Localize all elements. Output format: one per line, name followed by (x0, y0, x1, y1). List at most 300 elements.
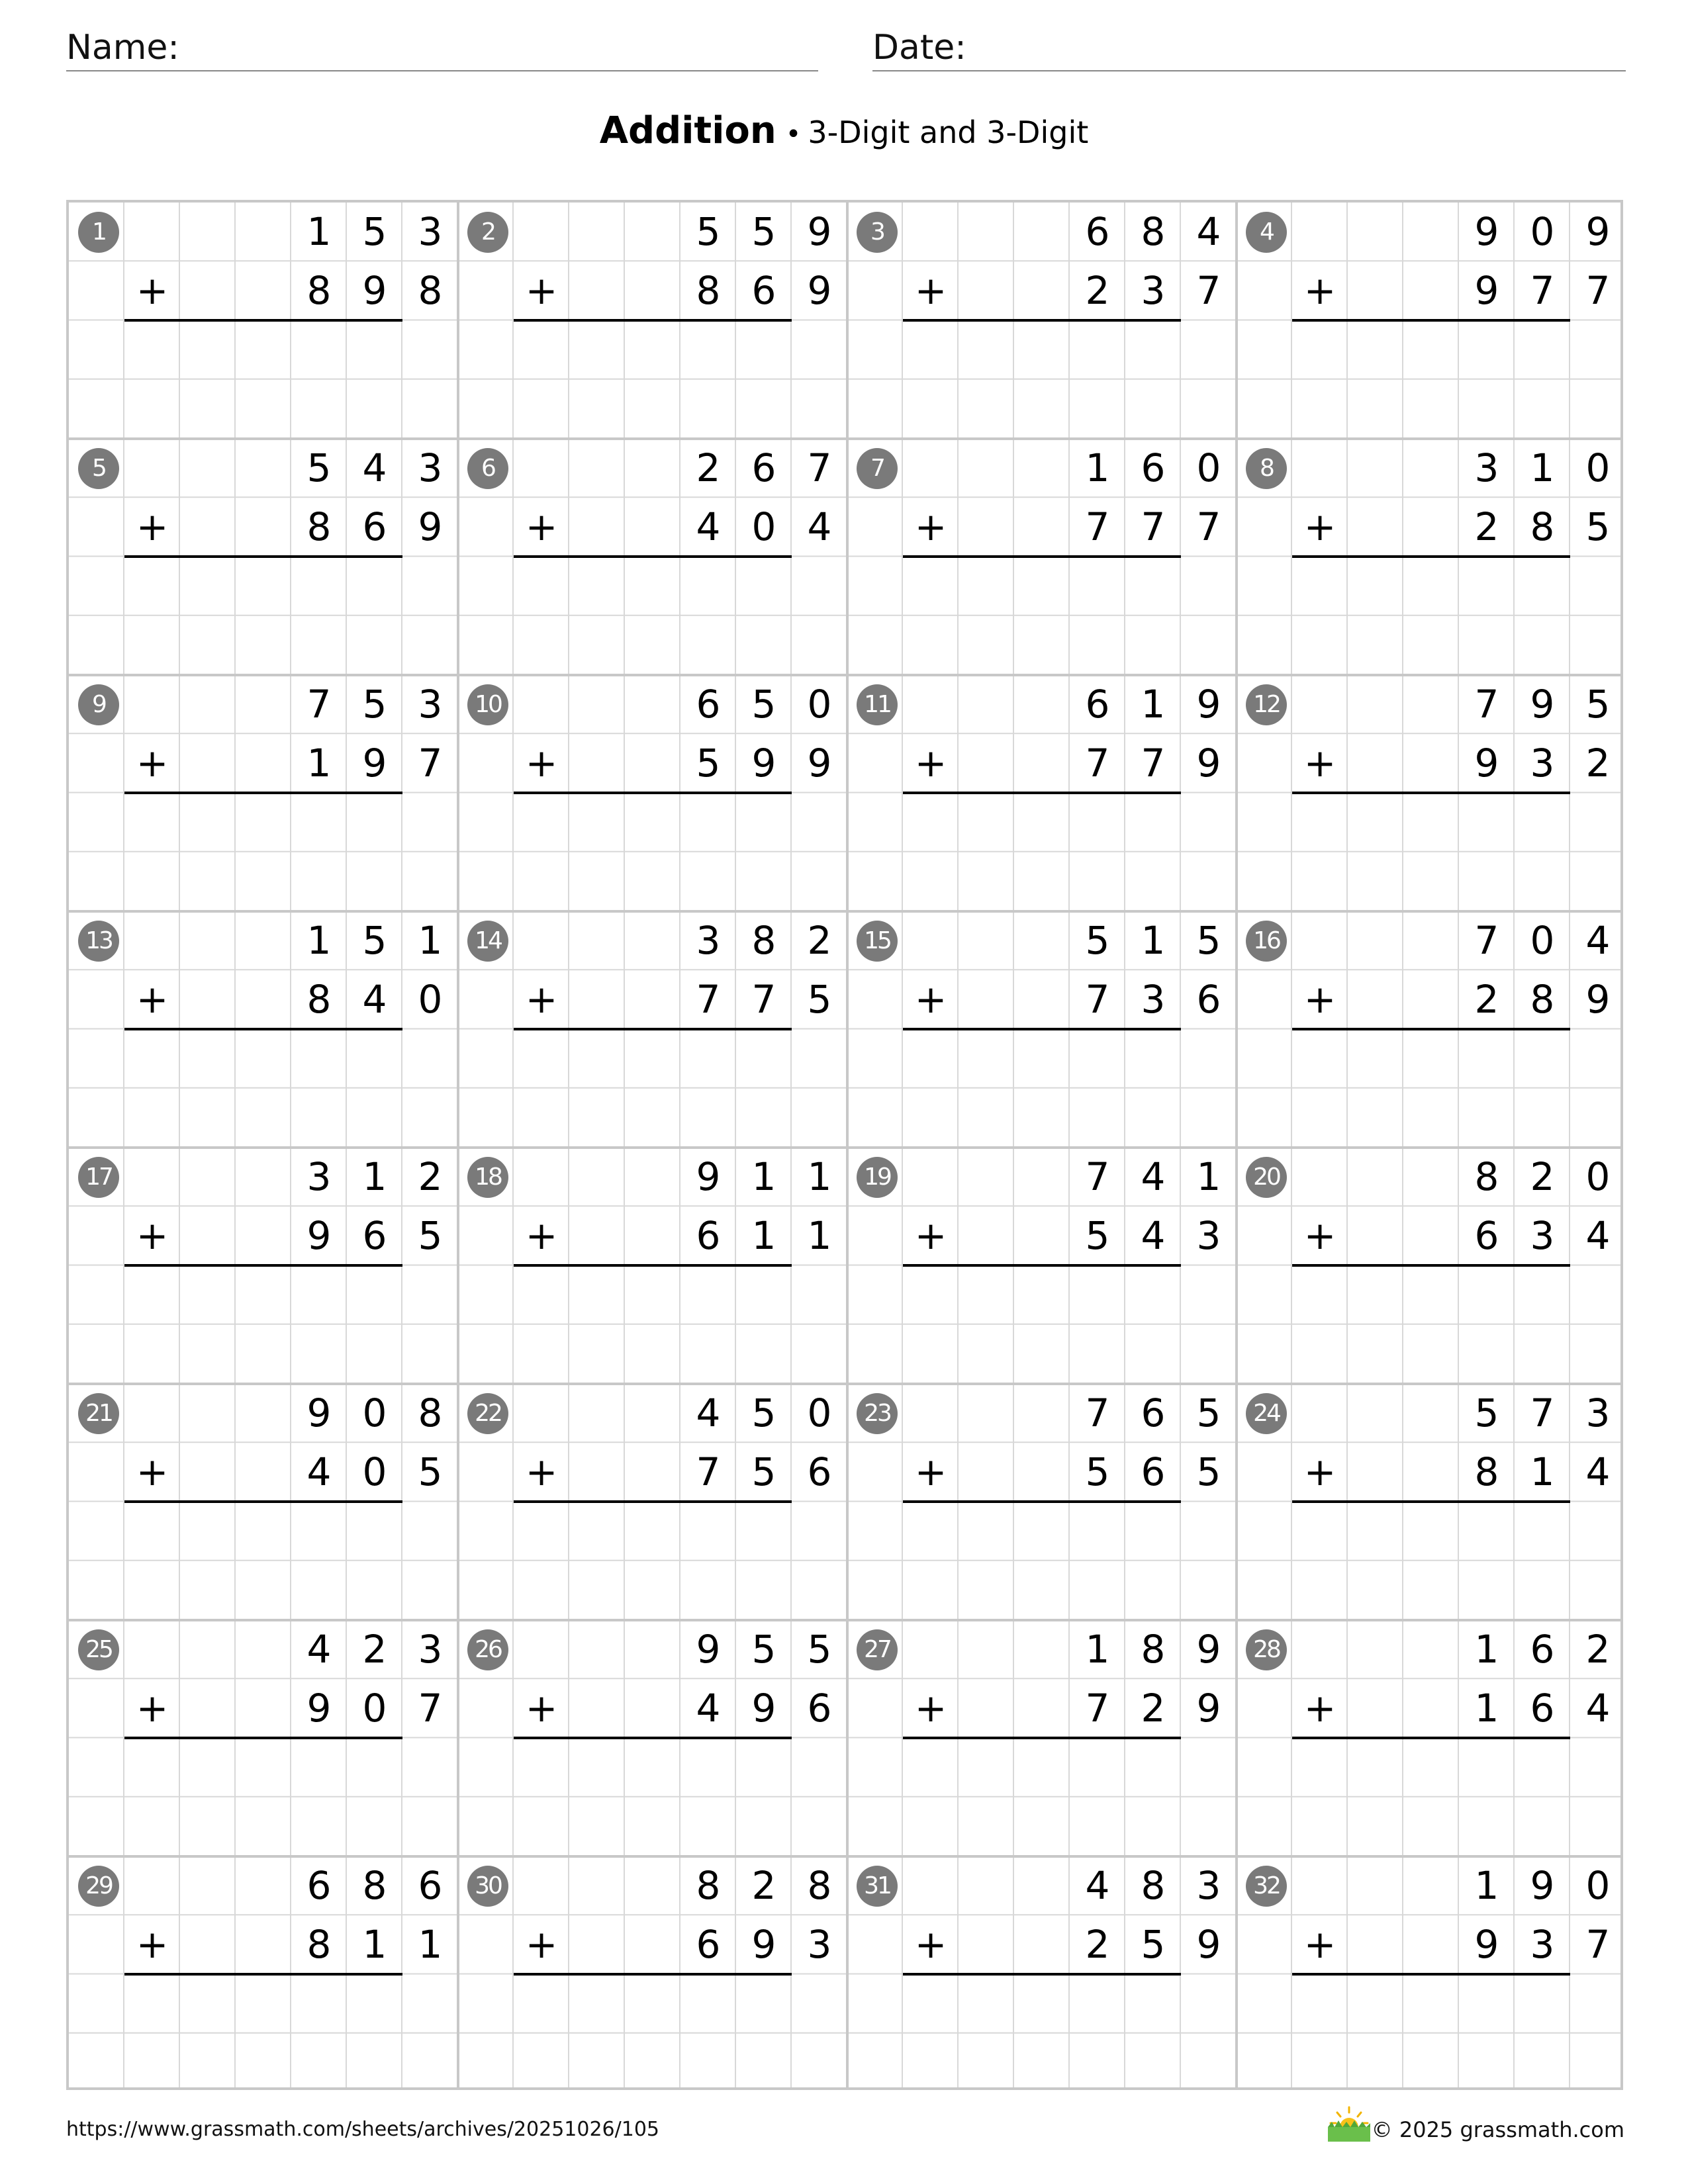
answer-area[interactable] (903, 794, 1181, 907)
bottom-addend-digit: 9 (751, 1922, 776, 1967)
problem-14 (458, 911, 847, 1148)
bottom-addend-digit: 6 (362, 1213, 387, 1258)
top-addend-digit: 2 (696, 445, 721, 490)
problem-13 (69, 911, 458, 1148)
bottom-addend-digit: 2 (1085, 268, 1110, 313)
problem-16 (1237, 911, 1626, 1148)
top-addend-digit: 3 (1196, 1863, 1221, 1908)
bottom-addend-digit: 5 (418, 1213, 443, 1258)
answer-area[interactable] (124, 322, 402, 434)
top-addend-digit: 6 (1530, 1627, 1555, 1672)
plus-sign: + (525, 1686, 558, 1731)
bottom-addend-digit: 5 (1085, 1213, 1110, 1258)
top-addend-digit: 6 (1085, 682, 1110, 727)
top-addend-digit: 9 (696, 1627, 721, 1672)
answer-area[interactable] (903, 558, 1181, 670)
bottom-addend-digit: 8 (1530, 977, 1555, 1022)
plus-sign: + (136, 1449, 169, 1494)
top-addend-digit: 1 (751, 1154, 776, 1199)
bottom-addend-digit: 7 (1530, 268, 1555, 313)
top-addend-digit: 1 (362, 1154, 387, 1199)
bottom-addend-digit: 7 (1085, 1686, 1110, 1731)
top-addend-digit: 0 (1585, 445, 1611, 490)
bottom-addend-digit: 5 (807, 977, 832, 1022)
problem-number-badge: 21 (78, 1393, 119, 1434)
answer-area[interactable] (124, 1267, 402, 1379)
footer-copyright: © 2025 grassmath.com (1371, 2117, 1624, 2142)
plus-sign: + (1303, 1449, 1336, 1494)
problem-3 (847, 203, 1237, 439)
bottom-addend-digit: 8 (306, 977, 332, 1022)
plus-sign: + (136, 977, 169, 1022)
top-addend-digit: 6 (418, 1863, 443, 1908)
bottom-addend-digit: 9 (1474, 1922, 1499, 1967)
problem-number-badge: 8 (1246, 448, 1287, 489)
bottom-addend-digit: 9 (1196, 1922, 1221, 1967)
top-addend-digit: 8 (751, 918, 776, 963)
top-addend-digit: 1 (1474, 1863, 1499, 1908)
grass-sun-logo-icon (1324, 2105, 1374, 2144)
bottom-addend-digit: 6 (1196, 977, 1221, 1022)
bottom-addend-digit: 7 (1085, 741, 1110, 786)
bottom-addend-digit: 4 (362, 977, 387, 1022)
answer-area[interactable] (1292, 794, 1570, 907)
top-addend-digit: 1 (1085, 445, 1110, 490)
problem-22 (458, 1384, 847, 1620)
bottom-addend-digit: 7 (1141, 741, 1166, 786)
top-addend-digit: 9 (1196, 682, 1221, 727)
answer-area[interactable] (124, 1739, 402, 1852)
problem-number-badge: 1 (78, 212, 119, 253)
bottom-addend-digit: 4 (1585, 1449, 1611, 1494)
bottom-addend-digit: 9 (751, 741, 776, 786)
top-addend-digit: 7 (1085, 1154, 1110, 1199)
plus-sign: + (914, 1213, 947, 1258)
top-addend-digit: 8 (1141, 1863, 1166, 1908)
top-addend-digit: 3 (306, 1154, 332, 1199)
problem-number-badge: 3 (857, 212, 898, 253)
problem-24 (1237, 1384, 1626, 1620)
plus-sign: + (525, 268, 558, 313)
bottom-addend-digit: 8 (1474, 1449, 1499, 1494)
top-addend-digit: 9 (696, 1154, 721, 1199)
answer-area[interactable] (903, 322, 1181, 434)
answer-area[interactable] (1292, 1739, 1570, 1852)
top-addend-digit: 9 (1585, 209, 1611, 254)
bottom-addend-digit: 5 (1585, 504, 1611, 549)
bottom-addend-digit: 1 (751, 1213, 776, 1258)
top-addend-digit: 6 (696, 682, 721, 727)
top-addend-digit: 0 (362, 1390, 387, 1435)
plus-sign: + (525, 741, 558, 786)
top-addend-digit: 5 (751, 682, 776, 727)
top-addend-digit: 3 (418, 682, 443, 727)
top-addend-digit: 8 (807, 1863, 832, 1908)
top-addend-digit: 5 (1474, 1390, 1499, 1435)
problem-number-badge: 6 (467, 448, 508, 489)
bottom-addend-digit: 3 (807, 1922, 832, 1967)
top-addend-digit: 7 (1474, 682, 1499, 727)
problem-2 (458, 203, 847, 439)
top-addend-digit: 8 (362, 1863, 387, 1908)
top-addend-digit: 3 (1474, 445, 1499, 490)
top-addend-digit: 5 (1196, 1390, 1221, 1435)
answer-area[interactable] (903, 1030, 1181, 1143)
problem-number-badge: 15 (857, 921, 898, 962)
top-addend-digit: 4 (696, 1390, 721, 1435)
top-addend-digit: 2 (751, 1863, 776, 1908)
top-addend-digit: 8 (1141, 1627, 1166, 1672)
problem-5 (69, 439, 458, 675)
top-addend-digit: 9 (306, 1390, 332, 1435)
problem-19 (847, 1148, 1237, 1384)
top-addend-digit: 9 (1530, 682, 1555, 727)
answer-area[interactable] (1292, 558, 1570, 670)
plus-sign: + (1303, 268, 1336, 313)
worksheet-title (0, 105, 1688, 166)
top-addend-digit: 2 (1530, 1154, 1555, 1199)
top-addend-digit: 6 (306, 1863, 332, 1908)
bottom-addend-digit: 9 (306, 1686, 332, 1731)
plus-sign: + (525, 1213, 558, 1258)
bottom-addend-digit: 7 (1196, 504, 1221, 549)
top-addend-digit: 5 (306, 445, 332, 490)
bottom-addend-digit: 5 (751, 1449, 776, 1494)
bottom-addend-digit: 8 (418, 268, 443, 313)
plus-sign: + (136, 268, 169, 313)
answer-area[interactable] (124, 558, 402, 670)
date-label: Date: (872, 28, 966, 68)
bottom-addend-digit: 9 (362, 268, 387, 313)
plus-sign: + (525, 977, 558, 1022)
bottom-addend-digit: 7 (1085, 504, 1110, 549)
problem-number-badge: 27 (857, 1629, 898, 1670)
bottom-addend-digit: 1 (1530, 1449, 1555, 1494)
bottom-addend-digit: 7 (418, 741, 443, 786)
top-addend-digit: 8 (1474, 1154, 1499, 1199)
bottom-addend-digit: 7 (751, 977, 776, 1022)
top-addend-digit: 8 (418, 1390, 443, 1435)
problem-number-badge: 30 (467, 1866, 508, 1907)
answer-area[interactable] (514, 558, 792, 670)
answer-area[interactable] (903, 1739, 1181, 1852)
bottom-addend-digit: 4 (306, 1449, 332, 1494)
problem-number-badge: 14 (467, 921, 508, 962)
bottom-addend-digit: 1 (1474, 1686, 1499, 1731)
top-addend-digit: 7 (807, 445, 832, 490)
title-main: Addition (599, 109, 776, 152)
problem-10 (458, 675, 847, 911)
problem-number-badge: 23 (857, 1393, 898, 1434)
bottom-addend-digit: 7 (696, 977, 721, 1022)
bottom-addend-digit: 7 (1585, 268, 1611, 313)
answer-area[interactable] (514, 1503, 792, 1615)
top-addend-digit: 1 (1141, 918, 1166, 963)
answer-area[interactable] (1292, 1503, 1570, 1615)
bottom-addend-digit: 4 (696, 1686, 721, 1731)
bottom-addend-digit: 4 (696, 504, 721, 549)
top-addend-digit: 5 (362, 682, 387, 727)
top-addend-digit: 5 (696, 209, 721, 254)
top-addend-digit: 1 (418, 918, 443, 963)
top-addend-digit: 0 (1196, 445, 1221, 490)
problem-number-badge: 13 (78, 921, 119, 962)
problem-30 (458, 1856, 847, 2093)
problem-23 (847, 1384, 1237, 1620)
plus-sign: + (525, 1922, 558, 1967)
top-addend-digit: 5 (362, 918, 387, 963)
bottom-addend-digit: 7 (1085, 977, 1110, 1022)
plus-sign: + (136, 741, 169, 786)
top-addend-digit: 3 (696, 918, 721, 963)
answer-area[interactable] (1292, 1267, 1570, 1379)
top-addend-digit: 0 (1585, 1154, 1611, 1199)
bottom-addend-digit: 3 (1530, 741, 1555, 786)
top-addend-digit: 6 (751, 445, 776, 490)
bottom-addend-digit: 9 (1196, 741, 1221, 786)
bottom-addend-digit: 1 (418, 1922, 443, 1967)
problem-number-badge: 20 (1246, 1157, 1287, 1198)
bottom-addend-digit: 2 (1474, 504, 1499, 549)
bottom-addend-digit: 2 (1141, 1686, 1166, 1731)
plus-sign: + (1303, 1213, 1336, 1258)
answer-area[interactable] (903, 1976, 1181, 2088)
bottom-addend-digit: 9 (807, 268, 832, 313)
top-addend-digit: 5 (1085, 918, 1110, 963)
problem-number-badge: 18 (467, 1157, 508, 1198)
top-addend-digit: 1 (306, 918, 332, 963)
bottom-addend-digit: 3 (1530, 1922, 1555, 1967)
top-addend-digit: 4 (306, 1627, 332, 1672)
answer-area[interactable] (514, 1976, 792, 2088)
bottom-addend-digit: 0 (362, 1686, 387, 1731)
top-addend-digit: 9 (1530, 1863, 1555, 1908)
top-addend-digit: 4 (1585, 918, 1611, 963)
top-addend-digit: 9 (807, 209, 832, 254)
date-field[interactable] (872, 20, 1626, 71)
top-addend-digit: 5 (751, 209, 776, 254)
problem-25 (69, 1620, 458, 1856)
answer-area[interactable] (1292, 322, 1570, 434)
top-addend-digit: 2 (807, 918, 832, 963)
top-addend-digit: 1 (1141, 682, 1166, 727)
problem-27 (847, 1620, 1237, 1856)
bottom-addend-digit: 1 (807, 1213, 832, 1258)
top-addend-digit: 4 (1141, 1154, 1166, 1199)
top-addend-digit: 1 (1085, 1627, 1110, 1672)
bottom-addend-digit: 9 (1474, 268, 1499, 313)
answer-area[interactable] (514, 322, 792, 434)
bottom-addend-digit: 0 (751, 504, 776, 549)
plus-sign: + (136, 1686, 169, 1731)
plus-sign: + (136, 1213, 169, 1258)
top-addend-digit: 4 (1085, 1863, 1110, 1908)
plus-sign: + (914, 977, 947, 1022)
bottom-addend-digit: 9 (306, 1213, 332, 1258)
problem-8 (1237, 439, 1626, 675)
answer-area[interactable] (514, 1267, 792, 1379)
top-addend-digit: 7 (1085, 1390, 1110, 1435)
problem-12 (1237, 675, 1626, 911)
top-addend-digit: 4 (1196, 209, 1221, 254)
bottom-addend-digit: 5 (1085, 1449, 1110, 1494)
plus-sign: + (1303, 977, 1336, 1022)
bottom-addend-digit: 8 (306, 268, 332, 313)
answer-area[interactable] (514, 1739, 792, 1852)
problem-number-badge: 22 (467, 1393, 508, 1434)
problem-grid (66, 200, 1623, 2090)
plus-sign: + (525, 504, 558, 549)
plus-sign: + (1303, 504, 1336, 549)
problem-number-badge: 9 (78, 684, 119, 725)
top-addend-digit: 0 (1585, 1863, 1611, 1908)
bottom-addend-digit: 6 (1474, 1213, 1499, 1258)
top-addend-digit: 5 (751, 1390, 776, 1435)
name-field[interactable] (66, 20, 818, 71)
bottom-addend-digit: 7 (1196, 268, 1221, 313)
top-addend-digit: 3 (418, 1627, 443, 1672)
problem-number-badge: 24 (1246, 1393, 1287, 1434)
bottom-addend-digit: 3 (1141, 268, 1166, 313)
bottom-addend-digit: 6 (362, 504, 387, 549)
bottom-addend-digit: 7 (418, 1686, 443, 1731)
problem-32 (1237, 1856, 1626, 2093)
plus-sign: + (136, 504, 169, 549)
plus-sign: + (1303, 741, 1336, 786)
name-label: Name: (66, 28, 179, 68)
problem-15 (847, 911, 1237, 1148)
bottom-addend-digit: 9 (418, 504, 443, 549)
top-addend-digit: 5 (362, 209, 387, 254)
bottom-addend-digit: 8 (306, 504, 332, 549)
top-addend-digit: 6 (1141, 445, 1166, 490)
problem-29 (69, 1856, 458, 2093)
answer-area[interactable] (124, 1030, 402, 1143)
plus-sign: + (1303, 1922, 1336, 1967)
answer-area[interactable] (514, 794, 792, 907)
top-addend-digit: 2 (362, 1627, 387, 1672)
top-addend-digit: 3 (418, 209, 443, 254)
top-addend-digit: 8 (696, 1863, 721, 1908)
bottom-addend-digit: 7 (1141, 504, 1166, 549)
problem-1 (69, 203, 458, 439)
top-addend-digit: 7 (1474, 918, 1499, 963)
top-addend-digit: 7 (1530, 1390, 1555, 1435)
problem-number-badge: 28 (1246, 1629, 1287, 1670)
problem-4 (1237, 203, 1626, 439)
bottom-addend-digit: 6 (807, 1449, 832, 1494)
top-addend-digit: 9 (1196, 1627, 1221, 1672)
bottom-addend-digit: 8 (696, 268, 721, 313)
bottom-addend-digit: 9 (362, 741, 387, 786)
bottom-addend-digit: 9 (807, 741, 832, 786)
problem-number-badge: 7 (857, 448, 898, 489)
plus-sign: + (914, 741, 947, 786)
top-addend-digit: 2 (418, 1154, 443, 1199)
plus-sign: + (914, 1922, 947, 1967)
answer-area[interactable] (1292, 1030, 1570, 1143)
problem-number-badge: 10 (467, 684, 508, 725)
bottom-addend-digit: 5 (1196, 1449, 1221, 1494)
plus-sign: + (914, 268, 947, 313)
top-addend-digit: 8 (1141, 209, 1166, 254)
problem-number-badge: 11 (857, 684, 898, 725)
top-addend-digit: 7 (306, 682, 332, 727)
plus-sign: + (914, 504, 947, 549)
answer-area[interactable] (514, 1030, 792, 1143)
bottom-addend-digit: 5 (1141, 1922, 1166, 1967)
top-addend-digit: 6 (1085, 209, 1110, 254)
bottom-addend-digit: 6 (751, 268, 776, 313)
bottom-addend-digit: 6 (696, 1213, 721, 1258)
problem-9 (69, 675, 458, 911)
problem-number-badge: 31 (857, 1866, 898, 1907)
bottom-addend-digit: 5 (696, 741, 721, 786)
problem-number-badge: 2 (467, 212, 508, 253)
bottom-addend-digit: 5 (418, 1449, 443, 1494)
problem-number-badge: 19 (857, 1157, 898, 1198)
top-addend-digit: 2 (1585, 1627, 1611, 1672)
bottom-addend-digit: 7 (696, 1449, 721, 1494)
top-addend-digit: 5 (751, 1627, 776, 1672)
bottom-addend-digit: 6 (696, 1922, 721, 1967)
problem-26 (458, 1620, 847, 1856)
bottom-addend-digit: 9 (1585, 977, 1611, 1022)
top-addend-digit: 0 (1530, 209, 1555, 254)
bottom-addend-digit: 4 (1141, 1213, 1166, 1258)
answer-area[interactable] (903, 1503, 1181, 1615)
problem-31 (847, 1856, 1237, 2093)
problem-28 (1237, 1620, 1626, 1856)
bottom-addend-digit: 6 (1530, 1686, 1555, 1731)
problem-11 (847, 675, 1237, 911)
bottom-addend-digit: 8 (306, 1922, 332, 1967)
plus-sign: + (914, 1449, 947, 1494)
problem-number-badge: 26 (467, 1629, 508, 1670)
problem-17 (69, 1148, 458, 1384)
top-addend-digit: 0 (807, 682, 832, 727)
answer-area[interactable] (1292, 1976, 1570, 2088)
problem-number-badge: 25 (78, 1629, 119, 1670)
bottom-addend-digit: 2 (1585, 741, 1611, 786)
problem-number-badge: 5 (78, 448, 119, 489)
bottom-addend-digit: 6 (1141, 1449, 1166, 1494)
top-addend-digit: 1 (306, 209, 332, 254)
problem-number-badge: 4 (1246, 212, 1287, 253)
top-addend-digit: 1 (807, 1154, 832, 1199)
bottom-addend-digit: 6 (807, 1686, 832, 1731)
top-addend-digit: 9 (1474, 209, 1499, 254)
title-subtitle: 3-Digit and 3-Digit (808, 114, 1089, 150)
top-addend-digit: 3 (1585, 1390, 1611, 1435)
top-addend-digit: 5 (1196, 918, 1221, 963)
top-addend-digit: 0 (1530, 918, 1555, 963)
bottom-addend-digit: 3 (1530, 1213, 1555, 1258)
top-addend-digit: 5 (1585, 682, 1611, 727)
answer-area[interactable] (124, 1976, 402, 2088)
answer-area[interactable] (903, 1267, 1181, 1379)
bottom-addend-digit: 9 (1474, 741, 1499, 786)
plus-sign: + (914, 1686, 947, 1731)
top-addend-digit: 4 (362, 445, 387, 490)
plus-sign: + (136, 1922, 169, 1967)
top-addend-digit: 3 (418, 445, 443, 490)
answer-area[interactable] (124, 794, 402, 907)
bottom-addend-digit: 0 (418, 977, 443, 1022)
top-addend-digit: 1 (1530, 445, 1555, 490)
answer-area[interactable] (124, 1503, 402, 1615)
top-addend-digit: 1 (1196, 1154, 1221, 1199)
